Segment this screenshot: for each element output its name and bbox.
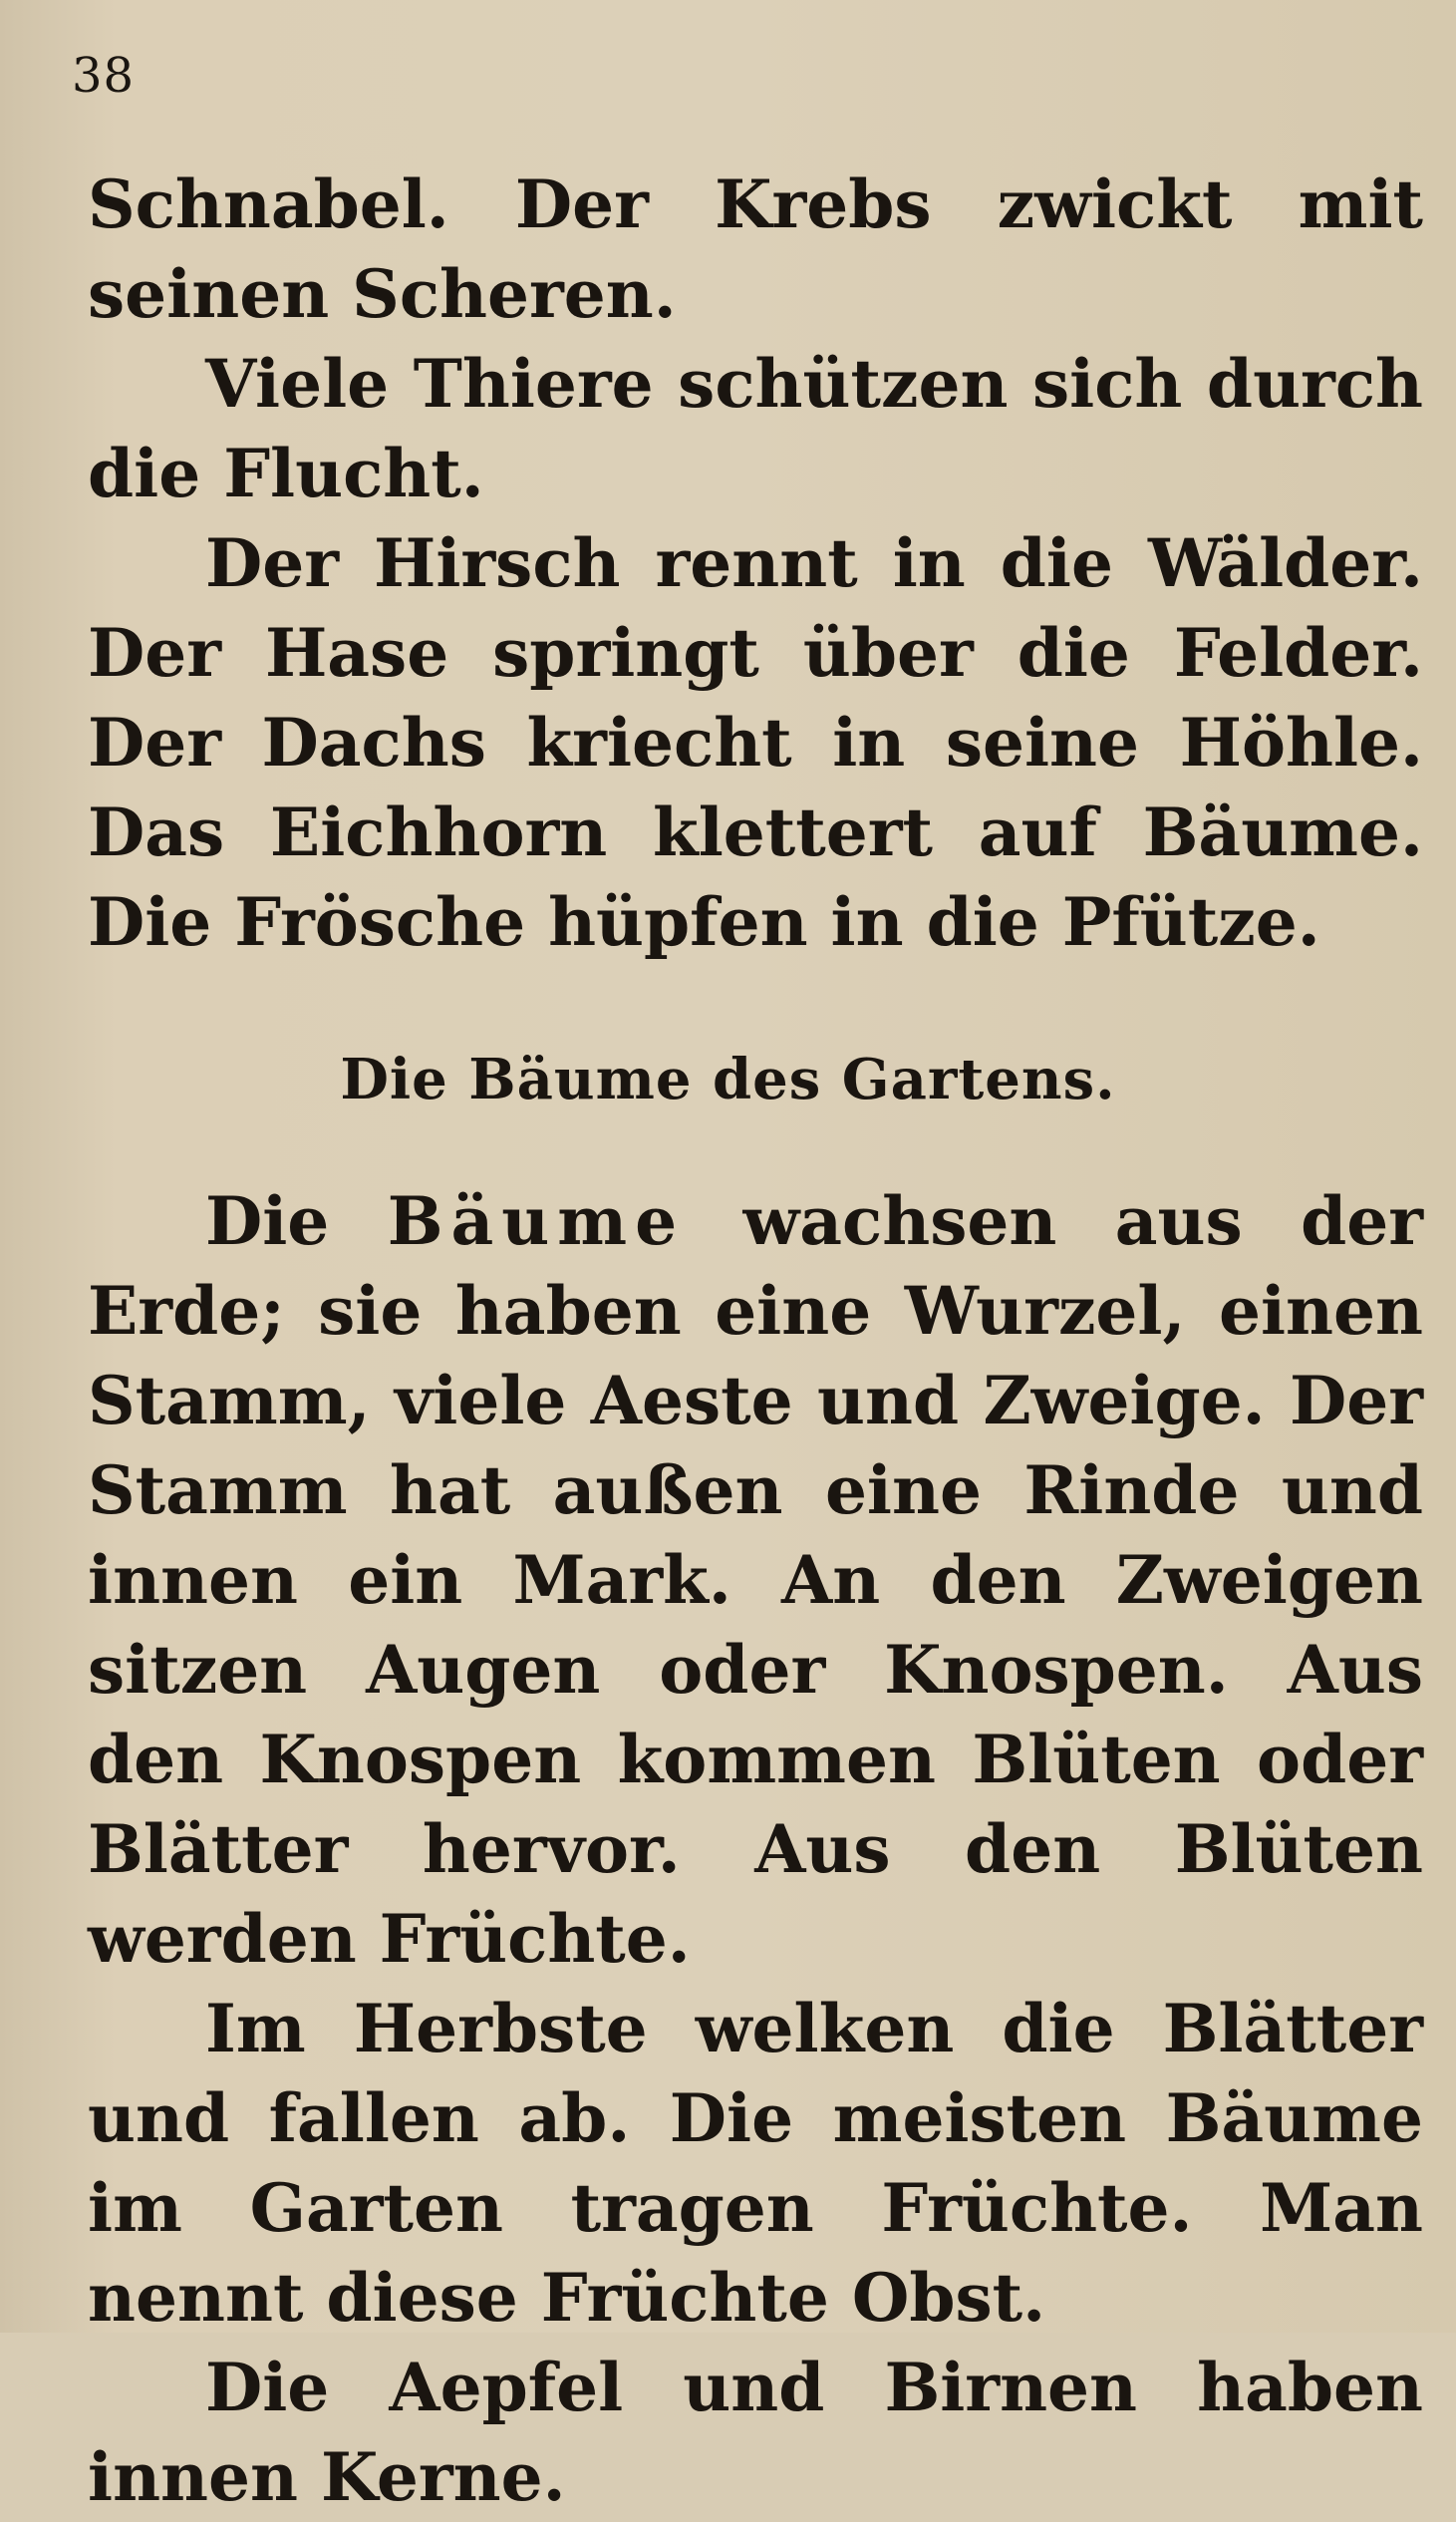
paragraph-4: [88, 1176, 1423, 1984]
spaced-word: Bäume: [387, 1182, 686, 1260]
paragraph-6: Die Aepfel und Birnen haben innen Kerne.: [88, 2349, 1423, 2516]
section-heading: Die Bäume des Gartens.: [340, 1047, 1116, 1112]
paragraph-1: Schnabel. Der Krebs zwickt mit seinen Scheren.: [88, 165, 1423, 333]
paragraph-4-rest: wachsen aus der Erde; sie haben eine Wurzel, einen Stamm, viele Aeste und Zweige. Der Stamm hat außen eine Rinde und innen ein Mark. An den Zweigen sitzen Augen oder Knospen. Aus den Knospen kommen Blüten oder Blätter hervor. Aus den Blüten werden Früchte.: [88, 1182, 1423, 1978]
text-block-top: [88, 159, 1423, 967]
text-block-bottom: [88, 1176, 1423, 2522]
page-number: 38: [72, 48, 136, 104]
paragraph-5: Im Herbste welken die Blätter und fallen ab. Die meisten Bäume im Garten tragen Früchte. Man nennt diese Früchte Obst.: [88, 1990, 1423, 2337]
paragraph-3: Der Hirsch rennt in die Wälder. Der Hase springt über die Felder. Der Dachs kriecht in seine Höhle. Das Eichhorn klettert auf Bäume. Die Frösche hüpfen in die Pfütze.: [88, 524, 1423, 961]
paragraph-4-start: Die: [205, 1182, 388, 1260]
paragraph-2: Viele Thiere schützen sich durch die Flucht.: [88, 345, 1423, 512]
